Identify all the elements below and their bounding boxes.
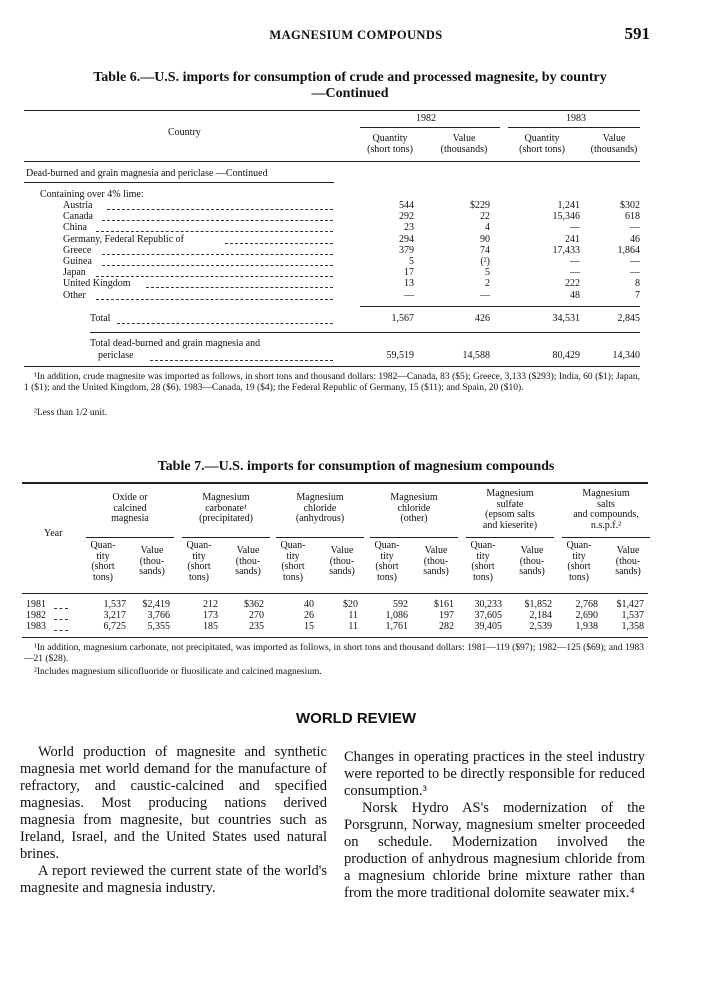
t6-h-qty82-l1: Quantity bbox=[372, 133, 408, 144]
t6-leader bbox=[107, 209, 333, 210]
table6-year2-rule bbox=[508, 127, 640, 128]
t6-v82: 5 bbox=[485, 267, 490, 279]
t6-leader bbox=[102, 220, 333, 221]
t7-group-label: Magnesium bbox=[202, 492, 250, 503]
t7-sub-qty: (short bbox=[471, 561, 495, 572]
t6-q82: 13 bbox=[404, 278, 414, 290]
t7-cell: 37,605 bbox=[474, 609, 502, 621]
t7-sub-val: Value bbox=[236, 545, 260, 556]
t6-leader bbox=[225, 243, 333, 244]
t7-group-rule bbox=[370, 537, 458, 538]
table7-footnote1: ¹In addition, magnesium carbonate, not precipitated, was imported as follows, in short tons and thousand dollars: 1981—119 ($97); 1982—125 ($69); and 1983—21 ($28). bbox=[24, 643, 644, 664]
body-column-right bbox=[344, 749, 645, 902]
t7-sub-qty: tons) bbox=[189, 571, 209, 583]
t7-group-label: Oxide or bbox=[112, 492, 148, 503]
t6-q82: 379 bbox=[399, 244, 414, 256]
t7-year: 1983 bbox=[26, 620, 46, 632]
t6-v83: 1,864 bbox=[617, 244, 640, 256]
t6-h-qty83-l2: (short tons) bbox=[519, 143, 565, 155]
t6-total-leader bbox=[117, 323, 333, 324]
t7-sub-val: (thou- bbox=[615, 555, 641, 567]
t7-group-label: calcined bbox=[113, 502, 147, 514]
t7-group-label: sulfate bbox=[496, 498, 524, 510]
t7-sub-qty: tity bbox=[192, 550, 206, 562]
t7-group-label: carbonate¹ bbox=[205, 502, 247, 514]
t6-q82: 23 bbox=[404, 222, 414, 234]
t7-sub-val: Value bbox=[140, 545, 164, 556]
t6-h-qty82-l2: (short tons) bbox=[367, 143, 413, 155]
table6-title-line1: Table 6.—U.S. imports for consumption of crude and processed magnesite, by country bbox=[93, 70, 607, 85]
table6-subsection: Containing over 4% lime: bbox=[40, 189, 144, 200]
t6-h-val83-l2: (thousands) bbox=[590, 143, 638, 155]
left-paragraph-1: World production of magnesite and synthetic magnesia met world demand for the manufacture of refractory, and caustic-calcined and specified magnesias. Most producing nations derived magnesia from magnesite, but countries such as Ireland, Israel, and the United States used natural brines. bbox=[20, 744, 327, 862]
t7-sub-val: Value bbox=[520, 545, 544, 556]
page-number: 591 bbox=[624, 24, 650, 43]
t7-sub-val: (thou- bbox=[235, 555, 261, 567]
t7-group-label: Magnesium bbox=[390, 492, 438, 503]
t7-cell: 2,690 bbox=[575, 609, 598, 621]
t7-cell: $1,427 bbox=[616, 599, 644, 610]
table6-year1: 1982 bbox=[416, 113, 436, 124]
t7-sub-val: (thou- bbox=[423, 555, 449, 567]
t7-group-rule bbox=[182, 537, 270, 538]
t6-country: Germany, Federal Republic of bbox=[63, 233, 184, 245]
t6-total-q82: 1,567 bbox=[391, 313, 414, 324]
t7-sub-qty: tity bbox=[286, 550, 300, 562]
t7-cell: 212 bbox=[203, 599, 218, 610]
t7-sub-val: (thou- bbox=[519, 555, 545, 567]
t7-group-rule bbox=[276, 537, 364, 538]
t6-leader bbox=[96, 276, 333, 277]
t6-grand-label1: Total dead-burned and grain magnesia and bbox=[90, 338, 261, 349]
t7-cell: 1,537 bbox=[621, 609, 644, 621]
t6-country: United Kingdom bbox=[63, 278, 131, 290]
t6-v83: 46 bbox=[630, 233, 640, 245]
t7-cell: 2,184 bbox=[529, 609, 552, 621]
t7-sub-val: (thou- bbox=[329, 555, 355, 567]
t6-total-v82: 426 bbox=[475, 313, 490, 324]
t7-col-year: Year bbox=[44, 528, 63, 539]
t6-grand-q82: 59,519 bbox=[386, 350, 414, 361]
t6-v82: (²) bbox=[480, 256, 490, 267]
t7-cell: 3,217 bbox=[103, 609, 126, 621]
t7-group-label: (precipitated) bbox=[199, 513, 253, 524]
table6-section-rule bbox=[24, 182, 334, 183]
t6-h-qty83-l1: Quantity bbox=[524, 133, 560, 144]
t7-sub-val: Value bbox=[616, 545, 640, 556]
t6-country: Japan bbox=[63, 267, 86, 279]
t7-sub-qty: (short bbox=[91, 561, 115, 572]
table6-year2: 1983 bbox=[566, 113, 586, 124]
t6-q82: 294 bbox=[399, 233, 414, 245]
t6-grand-leader bbox=[150, 360, 333, 361]
t6-grand-q83: 80,429 bbox=[552, 350, 580, 361]
table6-title-cont: —Continued bbox=[311, 86, 389, 101]
t7-year-leader bbox=[54, 619, 68, 620]
t7-cell: 15 bbox=[304, 620, 314, 632]
running-header: MAGNESIUM COMPOUNDS bbox=[269, 28, 443, 42]
t6-h-qty83 bbox=[504, 134, 580, 155]
t7-sub-val: (thou- bbox=[139, 555, 165, 567]
table6-bottom-rule bbox=[24, 366, 640, 367]
t7-year: 1982 bbox=[26, 609, 46, 621]
t7-cell: 185 bbox=[203, 620, 218, 632]
t6-h-val83-l1: Value bbox=[602, 133, 626, 144]
t7-group-label: chloride bbox=[397, 502, 431, 514]
t6-q82: 17 bbox=[404, 267, 414, 279]
table6-header-rule bbox=[24, 161, 640, 162]
t7-cell: 40 bbox=[304, 599, 314, 610]
t6-leader bbox=[102, 265, 333, 266]
t7-cell: 1,086 bbox=[385, 609, 408, 621]
t7-sub-qty: Quan- bbox=[90, 540, 116, 551]
t7-group-label: magnesia bbox=[111, 513, 149, 524]
t7-cell: 197 bbox=[439, 609, 454, 621]
t6-v82: 2 bbox=[485, 278, 490, 290]
t7-cell: $1,852 bbox=[524, 599, 552, 610]
t7-sub-qty: tity bbox=[380, 550, 394, 562]
t7-sub-qty: tity bbox=[96, 550, 110, 562]
t7-group-label: and compounds, bbox=[573, 509, 639, 520]
t6-v83: 618 bbox=[625, 211, 640, 223]
t6-country: Austria bbox=[63, 200, 93, 211]
t6-grand-v83: 14,340 bbox=[612, 350, 640, 361]
table6-col-country: Country bbox=[168, 127, 201, 138]
t6-total-q83: 34,531 bbox=[552, 313, 580, 324]
t7-sub-val: sands) bbox=[329, 566, 355, 577]
table6-total-rule bbox=[360, 306, 640, 307]
t7-cell: $362 bbox=[244, 599, 264, 610]
table6-top-rule bbox=[24, 110, 640, 111]
t7-cell: 26 bbox=[304, 609, 314, 621]
t6-q82: 544 bbox=[399, 200, 414, 211]
t7-sub-qty: Quan- bbox=[470, 540, 496, 551]
table6-grand-rule bbox=[90, 332, 640, 333]
t7-group-rule bbox=[562, 537, 650, 538]
t7-group-label: and kieserite) bbox=[482, 519, 538, 531]
t7-sub-qty: tity bbox=[476, 550, 490, 562]
t7-sub-val: sands) bbox=[235, 566, 261, 577]
t7-cell: 1,537 bbox=[103, 599, 126, 610]
body-column-left bbox=[20, 744, 327, 897]
t6-v83: 8 bbox=[635, 278, 640, 290]
t6-grand-label2: periclase bbox=[98, 350, 134, 361]
t7-cell: $161 bbox=[434, 599, 454, 610]
t7-sub-qty: tons) bbox=[283, 571, 303, 583]
t6-grand-v82: 14,588 bbox=[462, 350, 490, 361]
t7-group-rule bbox=[86, 537, 174, 538]
t6-v82: $229 bbox=[470, 200, 490, 211]
t6-v82: — bbox=[480, 289, 490, 301]
t6-v82: 90 bbox=[480, 233, 490, 245]
t7-group-label: chloride bbox=[303, 502, 337, 514]
t6-v82: 4 bbox=[485, 222, 490, 234]
t7-sub-val: Value bbox=[424, 545, 448, 556]
t7-sub-qty: (short bbox=[281, 561, 305, 572]
table7-bottom-rule bbox=[22, 637, 648, 638]
t6-v83: $302 bbox=[620, 200, 640, 211]
t6-country: Other bbox=[63, 289, 86, 301]
t7-cell: 282 bbox=[439, 620, 454, 632]
t7-sub-val: sands) bbox=[423, 566, 449, 577]
t6-h-val82-l2: (thousands) bbox=[440, 143, 488, 155]
t6-q82: 292 bbox=[399, 211, 414, 223]
t7-sub-qty: Quan- bbox=[186, 540, 212, 551]
t7-group-rule bbox=[466, 537, 554, 538]
right-paragraph-1: Changes in operating practices in the steel industry were reported to be directly responsible for reduced consumption.³ bbox=[344, 749, 645, 799]
t6-h-val82-l1: Value bbox=[452, 133, 476, 144]
t7-cell: 30,233 bbox=[474, 599, 502, 610]
t6-leader bbox=[96, 231, 333, 232]
t7-sub-val: sands) bbox=[519, 566, 545, 577]
t7-cell: 235 bbox=[249, 620, 264, 632]
t7-cell: 6,725 bbox=[103, 620, 126, 632]
t7-sub-qty: tity bbox=[572, 550, 586, 562]
table6-section: Dead-burned and grain magnesia and periclase —Continued bbox=[26, 168, 268, 179]
table7-title: Table 7.—U.S. imports for consumption of magnesium compounds bbox=[157, 459, 555, 474]
t7-cell: 1,358 bbox=[621, 620, 644, 632]
t7-group-label: (anhydrous) bbox=[295, 513, 345, 524]
t7-year: 1981 bbox=[26, 599, 46, 610]
t6-country: Guinea bbox=[63, 256, 92, 267]
t6-total-v83: 2,845 bbox=[617, 313, 640, 324]
t6-q83: 222 bbox=[565, 278, 580, 290]
t6-h-val82 bbox=[428, 134, 500, 155]
right-paragraph-2: Norsk Hydro AS's modernization of the Porsgrunn, Norway, magnesium smelter proceeded on schedule. Modernization involved the production of anhydrous magnesium chloride from a magnesium chloride brine mixture rather than from the more traditional dolomite seawater mix.⁴ bbox=[344, 800, 645, 901]
table6-year1-rule bbox=[360, 127, 500, 128]
t7-sub-qty: Quan- bbox=[280, 540, 306, 551]
t7-cell: 1,938 bbox=[575, 620, 598, 632]
table6-title bbox=[30, 70, 670, 102]
t7-sub-qty: (short bbox=[187, 561, 211, 572]
t6-leader bbox=[102, 254, 333, 255]
t7-cell: 5,355 bbox=[147, 620, 170, 632]
t6-q83: 17,433 bbox=[552, 244, 580, 256]
t7-cell: 1,761 bbox=[385, 620, 408, 632]
t7-cell: $20 bbox=[343, 599, 358, 610]
t7-sub-qty: tons) bbox=[473, 571, 493, 583]
t7-group-label: (other) bbox=[400, 513, 428, 524]
t7-sub-val: sands) bbox=[139, 566, 165, 577]
t6-v83: — bbox=[630, 256, 640, 267]
table6-footnote1: ¹In addition, crude magnesite was imported as follows, in short tons and thousand dollars: 1982—Canada, 83 ($5); Greece, 3,133 ($293); India, 60 ($1); Japan, 1 ($1); and the United Kingdom, 28 ($6). 1983—Canada, 19 ($4); the Federal Republic of Germany, 15 ($11); and Spain, 20 ($10). bbox=[24, 372, 640, 393]
t6-q83: 1,241 bbox=[557, 200, 580, 211]
section-heading-world-review: WORLD REVIEW bbox=[296, 710, 416, 727]
t7-cell: 11 bbox=[348, 609, 358, 621]
t6-v83: 7 bbox=[635, 289, 640, 301]
t6-q83: 15,346 bbox=[552, 211, 580, 223]
t7-group-label: salts bbox=[597, 498, 615, 510]
t6-q83: — bbox=[570, 267, 580, 279]
t7-cell: 39,405 bbox=[474, 620, 502, 632]
t7-group-label: Magnesium bbox=[296, 492, 344, 503]
t6-q82: — bbox=[404, 289, 414, 301]
t6-q83: — bbox=[570, 222, 580, 234]
t6-q83: 48 bbox=[570, 289, 580, 301]
t7-cell: 11 bbox=[348, 620, 358, 632]
t6-h-qty82 bbox=[352, 134, 428, 155]
t6-q83: 241 bbox=[565, 233, 580, 245]
t7-cell: 592 bbox=[393, 599, 408, 610]
t7-sub-qty: Quan- bbox=[566, 540, 592, 551]
t6-leader bbox=[96, 299, 333, 300]
t7-sub-qty: (short bbox=[375, 561, 399, 572]
t6-q83: — bbox=[570, 256, 580, 267]
t7-cell: 173 bbox=[203, 609, 218, 621]
table7-top-rule bbox=[22, 482, 648, 484]
t7-year-leader bbox=[54, 630, 68, 631]
t6-total-label: Total bbox=[90, 313, 111, 324]
table7-header-rule bbox=[22, 593, 648, 594]
t7-sub-val: sands) bbox=[615, 566, 641, 577]
t6-q82: 5 bbox=[409, 256, 414, 267]
left-paragraph-2: A report reviewed the current state of the world's magnesite and magnesia industry. bbox=[20, 863, 327, 896]
t7-cell: 2,768 bbox=[575, 599, 598, 610]
t7-sub-qty: Quan- bbox=[374, 540, 400, 551]
table6-footnote2: ²Less than 1/2 unit. bbox=[34, 408, 108, 418]
t6-v83: — bbox=[630, 267, 640, 279]
t7-group-label: n.s.p.f.² bbox=[590, 519, 622, 531]
t6-country: Greece bbox=[63, 244, 92, 256]
t7-cell: 2,539 bbox=[529, 620, 552, 632]
t7-year-leader bbox=[54, 608, 68, 609]
t6-h-val83 bbox=[578, 134, 650, 155]
t7-sub-qty: tons) bbox=[93, 571, 113, 583]
table7-footnote2: ²Includes magnesium silicofluoride or fluosilicate and calcined magnesium. bbox=[34, 667, 322, 677]
t6-country: Canada bbox=[63, 211, 93, 223]
t7-cell: 270 bbox=[249, 609, 264, 621]
t6-leader bbox=[146, 287, 333, 288]
t6-v82: 22 bbox=[480, 211, 490, 223]
t7-cell: $2,419 bbox=[142, 599, 170, 610]
t7-sub-val: Value bbox=[330, 545, 354, 556]
t7-group-label: Magnesium bbox=[486, 488, 534, 499]
t6-v82: 74 bbox=[480, 244, 490, 256]
t7-cell: 3,766 bbox=[147, 609, 170, 621]
t7-sub-qty: tons) bbox=[377, 571, 397, 583]
t7-group-label: Magnesium bbox=[582, 488, 630, 499]
t6-country: China bbox=[63, 222, 87, 234]
t7-sub-qty: (short bbox=[567, 561, 591, 572]
t7-sub-qty: tons) bbox=[569, 571, 589, 583]
t7-group-label: (epsom salts bbox=[485, 509, 535, 520]
t6-v83: — bbox=[630, 222, 640, 234]
